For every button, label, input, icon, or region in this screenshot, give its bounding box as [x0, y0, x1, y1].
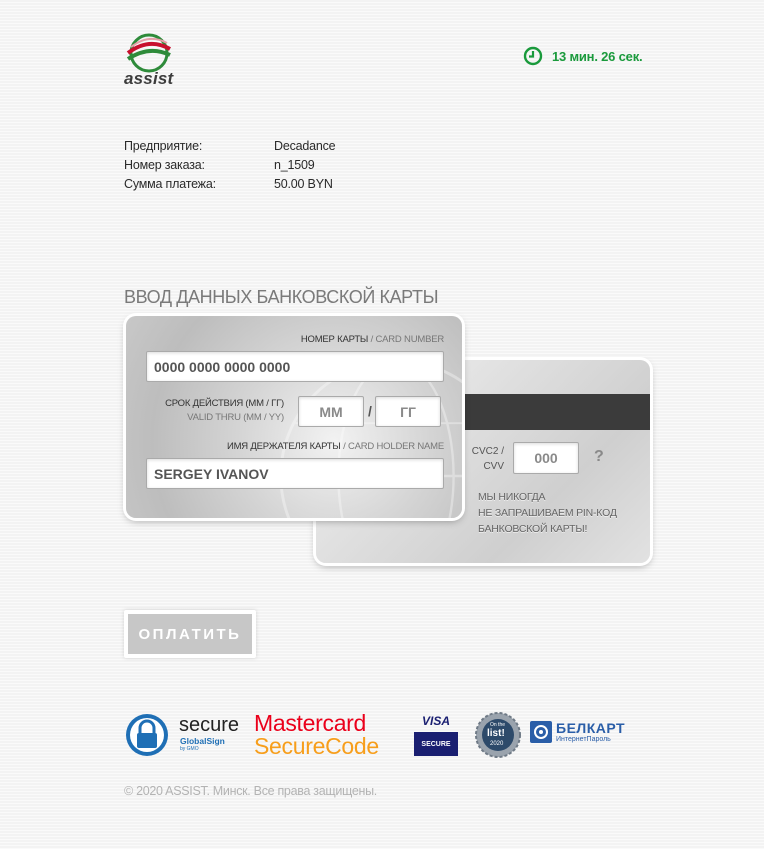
footer-copyright: © 2020 ASSIST. Минск. Все права защищены.	[124, 784, 377, 798]
session-timer	[523, 46, 642, 66]
belkart-icon	[530, 721, 552, 743]
pin-note-line1: МЫ НИКОГДА	[478, 491, 546, 503]
cvc-label	[458, 444, 504, 474]
card-front	[126, 316, 462, 518]
list-mid-text: list!	[487, 728, 505, 739]
expiry-label	[165, 397, 284, 425]
card-number-label-ru: НОМЕР КАРТЫ	[300, 334, 369, 345]
securecode-text: SecureCode	[254, 733, 379, 759]
card-number-label	[301, 334, 444, 345]
info-value: n_1509	[274, 158, 315, 172]
on-the-list-badge	[475, 712, 521, 758]
belkart-sub-text: ИнтернетПароль	[556, 736, 611, 743]
holder-label-en: / CARD HOLDER NAME	[343, 441, 444, 452]
visa-text: VISA	[422, 714, 451, 728]
info-row-merchant	[124, 137, 335, 156]
card-number-input[interactable]: 0000 0000 0000 0000	[146, 351, 444, 382]
info-label: Сумма платежа:	[124, 177, 216, 191]
info-row-amount	[124, 175, 335, 194]
mastercard-text: Mastercard	[254, 710, 367, 736]
pay-button-label: ОПЛАТИТЬ	[128, 614, 252, 654]
assist-logo-mark	[122, 33, 178, 73]
padlock-icon	[124, 712, 170, 758]
info-value: Decadance	[274, 139, 336, 153]
belkart-badge	[530, 720, 634, 748]
clock-icon	[523, 46, 543, 66]
list-top-text: On the	[490, 722, 506, 728]
expiry-month-input[interactable]: MM	[298, 396, 364, 427]
globalsign-secure: secure	[179, 714, 240, 736]
holder-label	[227, 441, 444, 452]
cvc-label-line1: CVC2 /	[471, 446, 504, 457]
expiry-label-en: VALID THRU (MM / YY)	[187, 412, 284, 423]
info-label: Предприятие:	[124, 139, 203, 153]
card-holder-input[interactable]: SERGEY IVANOV	[146, 458, 444, 489]
cvc-help-icon[interactable]: ?	[594, 448, 604, 465]
pin-note-line2: НЕ ЗАПРАШИВАЕМ PIN-КОД	[478, 507, 617, 519]
list-year-text: 2020	[490, 741, 504, 747]
globalsign-name: GlobalSign	[180, 736, 225, 746]
cvc-input[interactable]: 000	[513, 442, 579, 474]
expiry-year-input[interactable]: ГГ	[375, 396, 441, 427]
logo-text: assist	[124, 69, 174, 88]
mastercard-securecode-badge	[254, 710, 396, 758]
info-label: Номер заказа:	[124, 158, 205, 172]
assist-logo	[122, 33, 178, 89]
visa-secure-badge	[414, 714, 458, 756]
info-row-order	[124, 156, 335, 175]
pin-note	[478, 489, 617, 537]
cvc-label-line2: CVV	[483, 461, 504, 472]
holder-label-ru: ИМЯ ДЕРЖАТЕЛЯ КАРТЫ	[226, 441, 341, 452]
card-number-label-en: / CARD NUMBER	[370, 334, 444, 345]
expiry-separator: /	[368, 403, 372, 419]
info-value: 50.00 BYN	[274, 177, 333, 191]
globalsign-badge	[124, 712, 242, 758]
timer-text: 13 мин. 26 сек.	[552, 48, 643, 64]
globalsign-sub: by GMO	[180, 746, 199, 752]
belkart-text: БЕЛКАРТ	[556, 720, 626, 736]
pay-button[interactable]	[124, 610, 256, 658]
expiry-label-ru: СРОК ДЕЙСТВИЯ (ММ / ГГ)	[165, 398, 284, 409]
pin-note-line3: БАНКОВСКОЙ КАРТЫ!	[478, 523, 588, 535]
visa-secure-text: SECURE	[414, 732, 458, 756]
section-title: ВВОД ДАННЫХ БАНКОВСКОЙ КАРТЫ	[124, 287, 439, 307]
order-info	[124, 137, 335, 194]
